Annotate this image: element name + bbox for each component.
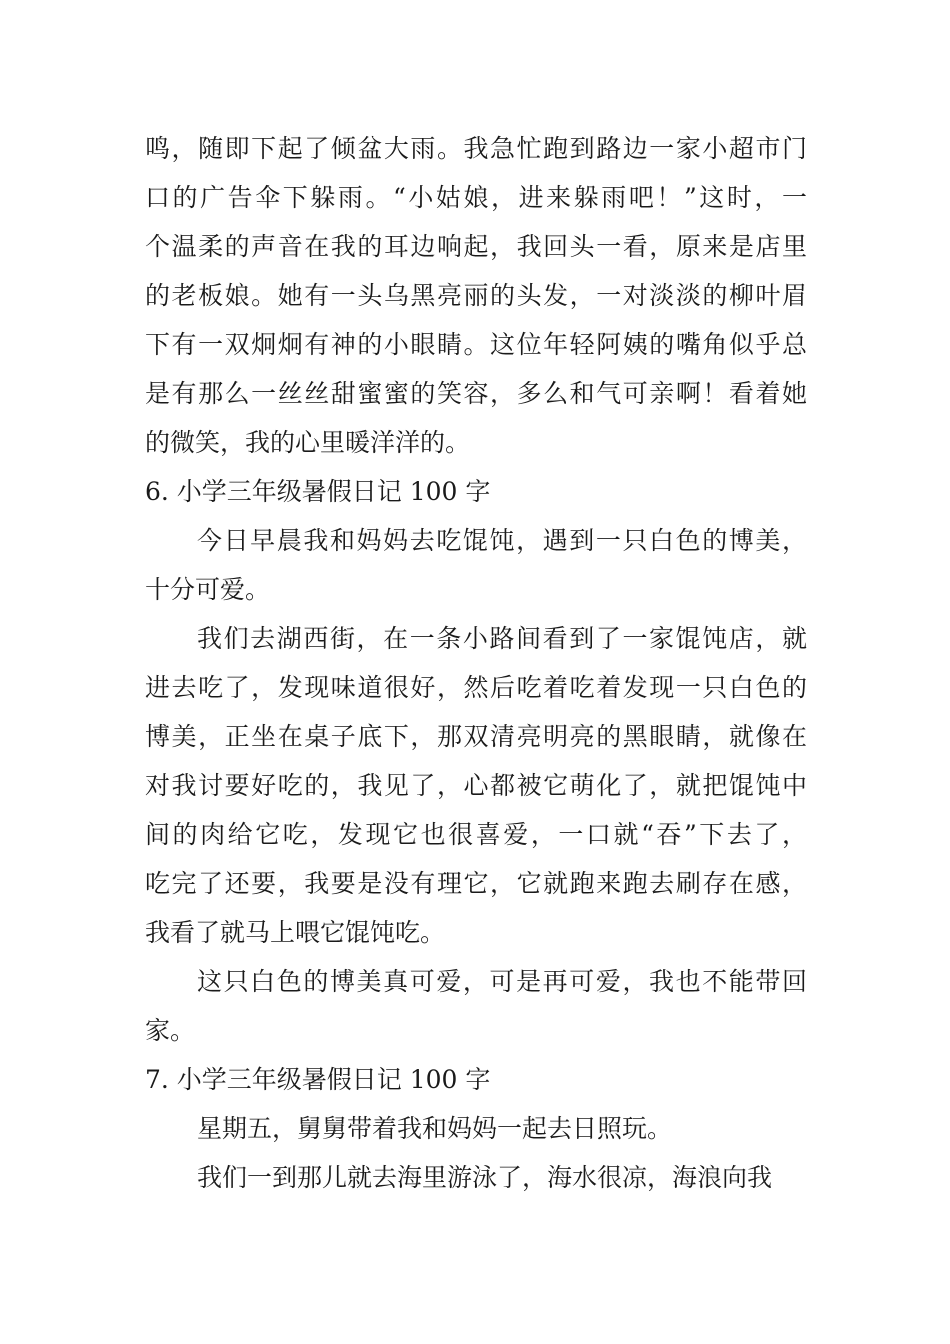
paragraph-line: 的老板娘。她有一头乌黑亮丽的头发，一对淡淡的柳叶眉 bbox=[145, 281, 807, 310]
paragraph-line: 是有那么一丝丝甜蜜蜜的笑容，多么和气可亲啊！看着她 bbox=[145, 379, 807, 408]
paragraph-line: 博美，正坐在桌子底下，那双清亮明亮的黑眼睛，就像在 bbox=[145, 722, 807, 751]
paragraph-line: 间的肉给它吃，发现它也很喜爱，一口就“吞”下去了， bbox=[145, 820, 807, 849]
paragraph-line: 我看了就马上喂它馄饨吃。 bbox=[145, 918, 446, 947]
paragraph-line: 对我讨要好吃的，我见了，心都被它萌化了，就把馄饨中 bbox=[145, 771, 807, 800]
paragraph bbox=[145, 957, 807, 1055]
paragraph bbox=[145, 516, 807, 614]
paragraph-line: 今日早晨我和妈妈去吃馄饨，遇到一只白色的博美， bbox=[197, 526, 807, 555]
paragraph-line: 家。 bbox=[145, 1016, 196, 1045]
paragraph-line: 个温柔的声音在我的耳边响起，我回头一看，原来是店里 bbox=[145, 232, 807, 261]
paragraph bbox=[145, 124, 807, 467]
paragraph bbox=[145, 614, 807, 957]
paragraph-line: 这只白色的博美真可爱，可是再可爱，我也不能带回 bbox=[197, 967, 807, 996]
paragraph bbox=[145, 1153, 807, 1202]
paragraph-line: 十分可爱。 bbox=[145, 575, 271, 604]
paragraph bbox=[145, 1104, 807, 1153]
paragraph-line: 我们一到那儿就去海里游泳了，海水很凉，海浪向我 bbox=[197, 1163, 773, 1192]
paragraph-line: 的微笑，我的心里暖洋洋的。 bbox=[145, 428, 471, 457]
paragraph-line: 进去吃了，发现味道很好，然后吃着吃着发现一只白色的 bbox=[145, 673, 807, 702]
heading-text: 6. 小学三年级暑假日记 100 字 bbox=[145, 477, 491, 506]
heading-text: 7. 小学三年级暑假日记 100 字 bbox=[145, 1065, 491, 1094]
paragraph-line: 口的广告伞下躲雨。“小姑娘，进来躲雨吧！”这时，一 bbox=[145, 183, 807, 212]
paragraph-line: 鸣，随即下起了倾盆大雨。我急忙跑到路边一家小超市门 bbox=[145, 134, 807, 163]
paragraph-line: 下有一双炯炯有神的小眼睛。这位年轻阿姨的嘴角似乎总 bbox=[145, 330, 807, 359]
section-heading bbox=[145, 1055, 807, 1104]
paragraph-line: 我们去湖西街，在一条小路间看到了一家馄饨店，就 bbox=[197, 624, 807, 653]
section-heading bbox=[145, 467, 807, 516]
paragraph-line: 星期五，舅舅带着我和妈妈一起去日照玩。 bbox=[197, 1114, 673, 1143]
paragraph-line: 吃完了还要，我要是没有理它，它就跑来跑去刷存在感， bbox=[145, 869, 807, 898]
document-body bbox=[145, 124, 807, 1202]
